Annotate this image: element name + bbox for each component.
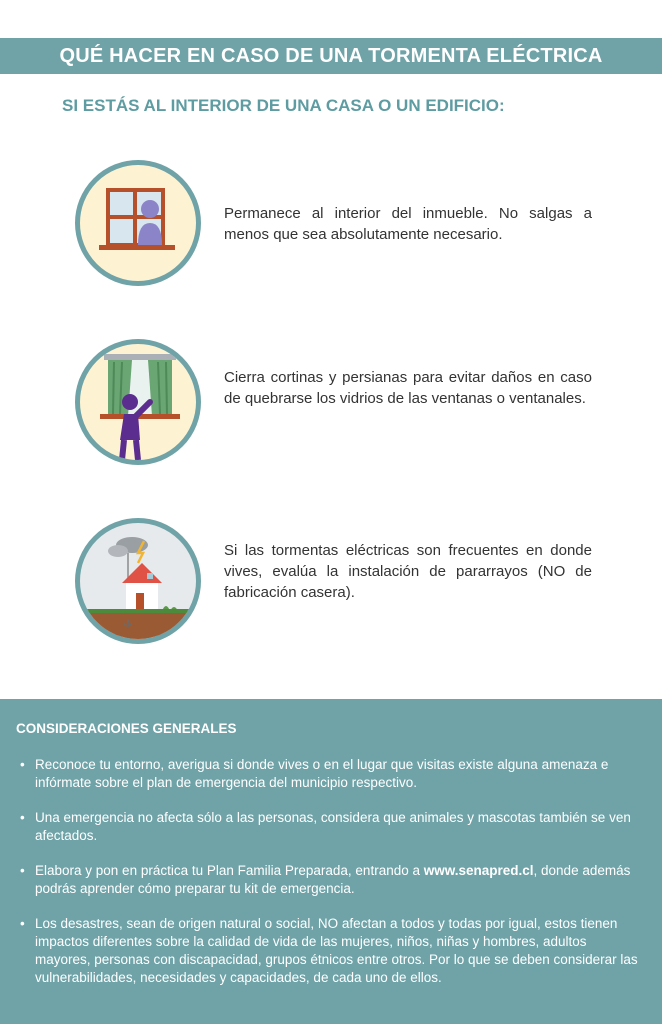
tip-item-lightning-rod [0, 518, 662, 648]
page-title: QUÉ HACER EN CASO DE UNA TORMENTA ELÉCTRICA [59, 44, 603, 67]
list-item: • Reconoce tu entorno, averigua si donde vives o en el lugar que visitas existe alguna amenaza e infórmate sobre el plan de emergencia del municipio respectivo. [20, 756, 642, 792]
list-item [20, 862, 642, 898]
list-item-text: Elabora y pon en práctica tu Plan Familia Preparada, entrando a [35, 863, 424, 878]
window-person-icon [75, 160, 201, 286]
general-considerations-panel [0, 699, 662, 1024]
tip-text: Si las tormentas eléctricas son frecuentes en donde vives, evalúa la instalación de pararrayos (NO de fabricación casera). [224, 542, 592, 601]
list-item-text: , donde además podrás aprender cómo preparar tu kit de emergencia. [35, 863, 631, 896]
tip-item-close-curtains [0, 339, 662, 469]
list-item: • Los desastres, sean de origen natural o social, NO afectan a todos y todas por igual, estos tienen impactos diferentes sobre la calidad de vida de las mujeres, niños, niñas y hombres, adultos mayores, personas con discapacidad, grupos étnicos entre otros. Por lo que se deben considerar las vulnerabilidades, necesidades y capacidades, de cada uno de ellos. [20, 915, 642, 987]
tip-item-stay-inside [0, 160, 662, 290]
list-item: • Una emergencia no afecta sólo a las personas, considera que animales y mascotas también se ven afectados. [20, 809, 642, 845]
house-lightning-rod-icon [75, 518, 201, 644]
tip-text: Cierra cortinas y persianas para evitar daños en caso de quebrarse los vidrios de las ventanas o ventanales. [224, 369, 592, 407]
section-subtitle: SI ESTÁS AL INTERIOR DE UNA CASA O UN EDIFICIO: [62, 96, 505, 115]
considerations-list [20, 756, 642, 987]
title-bar [0, 38, 662, 74]
considerations-title: CONSIDERACIONES GENERALES [16, 721, 237, 736]
tip-text: Permanece al interior del inmueble. No salgas a menos que sea absolutamente necesario. [224, 205, 592, 243]
curtains-person-icon [75, 339, 201, 465]
senapred-link[interactable]: www.senapred.cl [423, 863, 534, 878]
